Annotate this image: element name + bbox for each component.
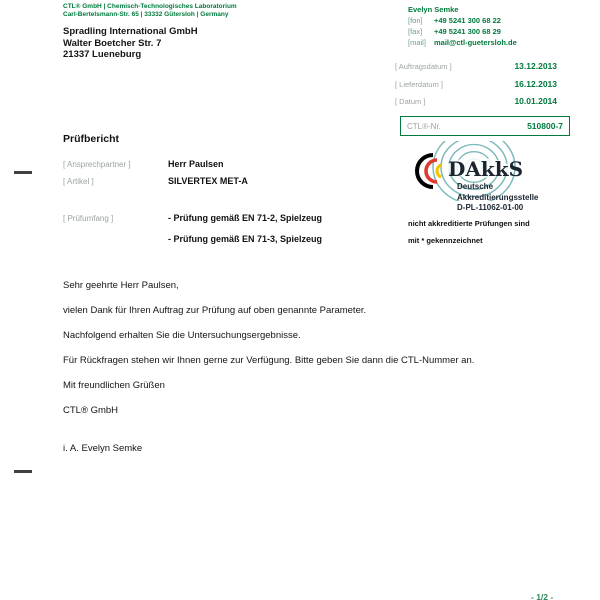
fax-value: +49 5241 300 68 29 <box>434 27 501 36</box>
fold-mark-bottom <box>14 470 32 473</box>
recipient-address <box>63 26 198 61</box>
dakks-org-line1: Deutsche <box>457 182 494 191</box>
ctl-number-value: 510800-7 <box>527 121 563 131</box>
dakks-logo <box>412 141 572 216</box>
body-paragraph: Nachfolgend erhalten Sie die Untersuchungsergebnisse. <box>63 330 301 341</box>
mail-label: [mail] <box>408 38 426 47</box>
page-number: - 1/2 - <box>531 592 554 600</box>
meta-row-datum <box>395 96 569 114</box>
contact-block <box>408 4 517 48</box>
recipient-city: 21337 Lueneburg <box>63 49 142 60</box>
pruefumfang-value-1: - Prüfung gemäß EN 71-2, Spielzeug <box>168 213 323 223</box>
contact-name: Evelyn Semke <box>408 5 459 14</box>
contact-row-fon <box>408 15 517 26</box>
recipient-company: Spradling International GmbH <box>63 26 198 37</box>
letter-body <box>63 280 553 468</box>
mail-value: mail@ctl-guetersloh.de <box>434 38 517 47</box>
artikel-value: SILVERTEX MET-A <box>168 176 248 186</box>
accreditation-note-2: mit * gekennzeichnet <box>408 236 483 245</box>
auftragsdatum-label: [ Auftragsdatum ] <box>395 62 452 71</box>
datum-label: [ Datum ] <box>395 97 426 106</box>
salutation: Sehr geehrte Herr Paulsen, <box>63 280 179 291</box>
signature: i. A. Evelyn Semke <box>63 443 143 454</box>
meta-dates <box>395 61 569 114</box>
pruefumfang-value-2: - Prüfung gemäß EN 71-3, Spielzeug <box>168 234 323 244</box>
meta-row-lieferdatum <box>395 79 569 97</box>
contact-row-mail <box>408 37 517 48</box>
body-paragraph: vielen Dank für Ihren Auftrag zur Prüfung auf oben genannte Parameter. <box>63 305 367 316</box>
ansprechpartner-label: [ Ansprechpartner ] <box>63 160 131 169</box>
lieferdatum-value: 16.12.2013 <box>514 78 557 89</box>
letterhead-line1: CTL® GmbH | Chemisch-Technologisches Laboratorium <box>63 3 237 10</box>
recipient-street: Walter Boetcher Str. 7 <box>63 37 162 49</box>
letterhead-line2: Carl-Bertelsmann-Str. 65 | 33332 Gütersloh | Germany <box>63 10 229 18</box>
dakks-org-text <box>457 182 538 214</box>
fon-value: +49 5241 300 68 22 <box>434 16 501 25</box>
contact-row-fax <box>408 26 517 37</box>
lieferdatum-label: [ Lieferdatum ] <box>395 79 443 89</box>
fax-label: [fax] <box>408 27 423 36</box>
fold-mark-top <box>14 171 32 174</box>
artikel-label: [ Artikel ] <box>63 177 94 186</box>
datum-value: 10.01.2014 <box>514 96 557 106</box>
dakks-org-line2: Akkreditierungsstelle <box>457 192 539 202</box>
dakks-wordmark: DAkkS <box>448 157 522 181</box>
company-name: CTL® GmbH <box>63 405 119 416</box>
dakks-registration-number: D-PL-11062-01-00 <box>457 203 524 212</box>
pruefumfang-label: [ Prüfumfang ] <box>63 214 114 223</box>
ansprechpartner-value: Herr Paulsen <box>168 159 224 169</box>
ctl-number-label: CTL®-Nr. <box>407 121 441 131</box>
fon-label: [fon] <box>408 16 423 25</box>
letterhead <box>63 3 237 18</box>
body-paragraph: Für Rückfragen stehen wir Ihnen gerne zur Verfügung. Bitte geben Sie dann die CTL-Nummer an. <box>63 355 475 366</box>
page-title: Prüfbericht <box>63 133 120 145</box>
meta-row-auftragsdatum <box>395 61 569 79</box>
closing: Mit freundlichen Grüßen <box>63 380 165 391</box>
pruefumfang-values <box>168 213 322 255</box>
ctl-number-box <box>400 116 570 136</box>
accreditation-note-1: nicht akkreditierte Prüfungen sind <box>408 219 530 228</box>
auftragsdatum-value: 13.12.2013 <box>514 61 557 71</box>
